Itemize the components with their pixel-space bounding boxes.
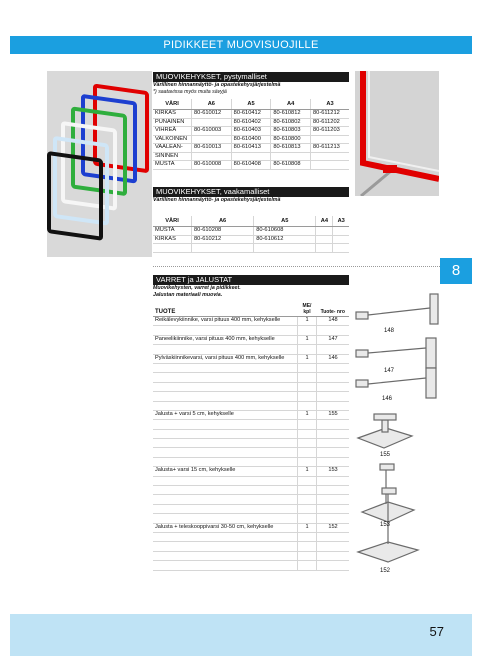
color-cell: MUSTA bbox=[153, 227, 192, 236]
table-row bbox=[153, 561, 349, 570]
unit-cell bbox=[298, 504, 317, 513]
product-number-cell: 155 bbox=[317, 410, 350, 419]
table-row bbox=[153, 457, 349, 466]
product-number-cell bbox=[317, 439, 350, 448]
product-number-cell: 152 bbox=[317, 523, 350, 532]
product-number-cell bbox=[317, 373, 350, 382]
unit-cell bbox=[298, 326, 317, 335]
code-cell bbox=[231, 152, 271, 161]
product-number-cell bbox=[317, 551, 350, 560]
table-row bbox=[153, 363, 349, 372]
column-header: VÄRI bbox=[153, 216, 192, 227]
column-header: A6 bbox=[192, 99, 232, 110]
product-number-cell bbox=[317, 326, 350, 335]
table-row bbox=[153, 551, 349, 560]
unit-cell: 1 bbox=[298, 410, 317, 419]
upright-subtitle: Värillinen hinnannäyttö- ja opastekehysjärjestelmä bbox=[153, 82, 281, 88]
table-row bbox=[153, 382, 349, 391]
code-cell bbox=[271, 152, 311, 161]
table-row bbox=[153, 523, 349, 532]
product-number-cell bbox=[317, 542, 350, 551]
code-cell: 80-610800 bbox=[271, 135, 311, 144]
page-heading: PIDIKKEET MUOVISUOJILLE bbox=[163, 39, 319, 51]
product-description-cell bbox=[153, 551, 298, 560]
unit-cell bbox=[298, 345, 317, 354]
table-row bbox=[153, 335, 349, 344]
code-cell bbox=[333, 227, 349, 236]
product-description-cell bbox=[153, 561, 298, 570]
product-number-cell: 147 bbox=[317, 335, 350, 344]
table-row bbox=[153, 110, 349, 119]
product-number-cell bbox=[317, 457, 350, 466]
product-number-cell bbox=[317, 363, 350, 372]
product-number-cell: 153 bbox=[317, 467, 350, 476]
product-description-cell bbox=[153, 448, 298, 457]
table-row bbox=[153, 495, 349, 504]
product-description-cell bbox=[153, 486, 298, 495]
product-description-cell bbox=[153, 439, 298, 448]
product-description-cell bbox=[153, 476, 298, 485]
color-cell: VIHREÄ bbox=[153, 127, 192, 136]
product-number-cell bbox=[317, 392, 350, 401]
unit-cell bbox=[298, 392, 317, 401]
unit-cell bbox=[298, 420, 317, 429]
product-description-cell bbox=[153, 392, 298, 401]
color-cell bbox=[153, 244, 192, 253]
table-row bbox=[153, 504, 349, 513]
column-header: A6 bbox=[192, 216, 254, 227]
product-description-cell: Paneelikiinnike, varsi pituus 400 mm, kehykselle bbox=[153, 335, 298, 344]
color-cell: MUSTA bbox=[153, 161, 192, 170]
table-row bbox=[153, 401, 349, 410]
unit-cell: 1 bbox=[298, 523, 317, 532]
table-row bbox=[153, 476, 349, 485]
table-row bbox=[153, 542, 349, 551]
unit-cell bbox=[298, 551, 317, 560]
product-description-cell bbox=[153, 542, 298, 551]
product-number-cell bbox=[317, 401, 350, 410]
product-number-cell bbox=[317, 382, 350, 391]
table-row bbox=[153, 514, 349, 523]
unit-cell bbox=[298, 457, 317, 466]
arms-stands-illustration bbox=[352, 290, 444, 582]
color-cell: SININEN bbox=[153, 152, 192, 161]
table-row bbox=[153, 429, 349, 438]
product-description-cell bbox=[153, 495, 298, 504]
color-cell: PUNAINEN bbox=[153, 118, 192, 127]
colored-frames-illustration bbox=[47, 71, 152, 257]
product-description-cell bbox=[153, 514, 298, 523]
column-header-product: TUOTE bbox=[153, 302, 298, 317]
product-number-cell bbox=[317, 495, 350, 504]
table-row bbox=[153, 161, 349, 170]
table-row bbox=[153, 144, 349, 153]
product-description-cell bbox=[153, 429, 298, 438]
table-row bbox=[153, 227, 349, 236]
section-title-upright: MUOVIKEHYKSET, pystymalliset bbox=[153, 72, 349, 82]
code-cell: 80-610008 bbox=[192, 161, 232, 170]
unit-cell bbox=[298, 542, 317, 551]
figure-label-153: 153 bbox=[380, 522, 391, 528]
column-header: VÄRI bbox=[153, 99, 192, 110]
table-row bbox=[153, 354, 349, 363]
arms-stands-section bbox=[153, 275, 349, 571]
arms-subtitle-1: Muovikehysten, varret ja pidikkeet. bbox=[153, 285, 241, 291]
upright-frames-section bbox=[153, 72, 349, 170]
product-rows bbox=[153, 317, 349, 571]
table-header-row bbox=[153, 302, 349, 317]
product-number-cell bbox=[317, 486, 350, 495]
column-header: A5 bbox=[231, 99, 271, 110]
code-cell: 80-610812 bbox=[271, 110, 311, 119]
product-number-cell bbox=[317, 476, 350, 485]
horizontal-subtitle: Värillinen hinnannäyttö- ja opastekehysjärjestelmä bbox=[153, 197, 281, 203]
column-header: A5 bbox=[254, 216, 316, 227]
section-title-arms: VARRET ja JALUSTAT bbox=[153, 275, 349, 285]
figure-label-147: 147 bbox=[384, 368, 395, 374]
code-cell: 80-611212 bbox=[311, 110, 349, 119]
column-header: A3 bbox=[311, 99, 349, 110]
table-row bbox=[153, 467, 349, 476]
product-description-cell bbox=[153, 401, 298, 410]
frame-corner-illustration bbox=[355, 71, 439, 196]
product-description-cell bbox=[153, 532, 298, 541]
code-cell: 80-610413 bbox=[231, 144, 271, 153]
table-row bbox=[153, 486, 349, 495]
column-header: A4 bbox=[271, 99, 311, 110]
code-cell bbox=[311, 135, 349, 144]
table-row bbox=[153, 118, 349, 127]
page-number: 57 bbox=[429, 624, 444, 639]
product-description-cell bbox=[153, 457, 298, 466]
product-description-cell bbox=[153, 382, 298, 391]
table-row bbox=[153, 235, 349, 244]
code-cell: 80-610803 bbox=[271, 127, 311, 136]
figure-label-152: 152 bbox=[380, 568, 391, 574]
table-header-row bbox=[153, 216, 349, 227]
code-cell bbox=[192, 135, 232, 144]
table-row bbox=[153, 135, 349, 144]
unit-cell bbox=[298, 429, 317, 438]
unit-cell bbox=[298, 363, 317, 372]
unit-cell bbox=[298, 373, 317, 382]
product-description-cell: Jalusta+ varsi 15 cm, kehykselle bbox=[153, 467, 298, 476]
code-cell: 80-610813 bbox=[271, 144, 311, 153]
product-description-cell: Jalusta + teleskooppivarsi 30-50 cm, kehykselle bbox=[153, 523, 298, 532]
code-cell bbox=[333, 235, 349, 244]
code-cell bbox=[192, 118, 232, 127]
column-header: A4 bbox=[316, 216, 333, 227]
column-header: A3 bbox=[333, 216, 349, 227]
product-number-cell: 148 bbox=[317, 317, 350, 326]
code-cell: 80-610412 bbox=[231, 110, 271, 119]
code-cell: 80-611202 bbox=[311, 118, 349, 127]
unit-cell bbox=[298, 486, 317, 495]
product-number-cell bbox=[317, 561, 350, 570]
table-row bbox=[153, 317, 349, 326]
table-row bbox=[153, 532, 349, 541]
code-cell: 80-610802 bbox=[271, 118, 311, 127]
upright-note: *) saatavissa myös muita sävyjä bbox=[153, 89, 227, 95]
section-title-horizontal: MUOVIKEHYKSET, vaakamalliset bbox=[153, 187, 349, 197]
code-cell: 80-611213 bbox=[311, 144, 349, 153]
product-description-cell: Jalusta + varsi 5 cm, kehykselle bbox=[153, 410, 298, 419]
upright-code-table bbox=[153, 99, 349, 170]
unit-cell bbox=[298, 382, 317, 391]
unit-cell bbox=[298, 448, 317, 457]
code-cell: 80-610808 bbox=[271, 161, 311, 170]
color-cell: KIRKAS bbox=[153, 110, 192, 119]
code-cell bbox=[311, 161, 349, 170]
product-number-cell bbox=[317, 448, 350, 457]
arms-subtitle-2: Jalustan materiaali muovia. bbox=[153, 292, 223, 298]
product-description-cell bbox=[153, 373, 298, 382]
chapter-tab: 8 bbox=[440, 258, 472, 284]
code-cell: 80-610208 bbox=[192, 227, 254, 236]
unit-cell bbox=[298, 561, 317, 570]
code-cell bbox=[333, 244, 349, 253]
code-cell: 80-610408 bbox=[231, 161, 271, 170]
unit-cell: 1 bbox=[298, 354, 317, 363]
frames-photo bbox=[47, 71, 152, 257]
code-cell: 80-610402 bbox=[231, 118, 271, 127]
product-description-cell bbox=[153, 363, 298, 372]
code-cell bbox=[316, 235, 333, 244]
product-description-cell: Pylväskiinnikevarsi, varsi pituus 400 mm, kehykselle bbox=[153, 354, 298, 363]
arms-figures bbox=[352, 290, 444, 582]
product-number-cell bbox=[317, 532, 350, 541]
code-cell bbox=[192, 244, 254, 253]
color-cell: VAALEAN- bbox=[153, 144, 192, 153]
product-description-cell bbox=[153, 504, 298, 513]
table-row bbox=[153, 410, 349, 419]
table-row bbox=[153, 373, 349, 382]
unit-cell: 1 bbox=[298, 317, 317, 326]
horizontal-frames-section bbox=[153, 187, 349, 253]
table-row bbox=[153, 152, 349, 161]
table-row bbox=[153, 448, 349, 457]
color-cell: KIRKAS bbox=[153, 235, 192, 244]
table-row bbox=[153, 420, 349, 429]
unit-cell: 1 bbox=[298, 467, 317, 476]
footer-bar bbox=[10, 614, 472, 656]
code-cell bbox=[254, 244, 316, 253]
code-cell: 80-610013 bbox=[192, 144, 232, 153]
code-cell: 80-611203 bbox=[311, 127, 349, 136]
code-cell: 80-610608 bbox=[254, 227, 316, 236]
table-row bbox=[153, 127, 349, 136]
figure-label-155: 155 bbox=[380, 452, 391, 458]
code-cell bbox=[316, 227, 333, 236]
code-cell bbox=[311, 152, 349, 161]
product-description-cell bbox=[153, 345, 298, 354]
code-cell bbox=[316, 244, 333, 253]
color-cell: VALKOINEN bbox=[153, 135, 192, 144]
product-description-cell bbox=[153, 326, 298, 335]
product-table bbox=[153, 302, 349, 571]
table-row bbox=[153, 326, 349, 335]
table-header-row bbox=[153, 99, 349, 110]
table-row bbox=[153, 345, 349, 354]
frame-detail-photo bbox=[355, 71, 439, 196]
product-description-cell bbox=[153, 420, 298, 429]
code-cell: 80-610012 bbox=[192, 110, 232, 119]
product-number-cell bbox=[317, 504, 350, 513]
figure-label-146: 146 bbox=[382, 396, 393, 402]
product-number-cell bbox=[317, 420, 350, 429]
product-number-cell: 146 bbox=[317, 354, 350, 363]
horizontal-code-table bbox=[153, 216, 349, 253]
table-row bbox=[153, 392, 349, 401]
section-header-bar bbox=[10, 36, 472, 54]
product-number-cell bbox=[317, 514, 350, 523]
unit-cell bbox=[298, 514, 317, 523]
table-row bbox=[153, 244, 349, 253]
unit-cell bbox=[298, 401, 317, 410]
code-cell: 80-610212 bbox=[192, 235, 254, 244]
code-cell bbox=[192, 152, 232, 161]
product-number-cell bbox=[317, 345, 350, 354]
code-cell: 80-610612 bbox=[254, 235, 316, 244]
table-row bbox=[153, 439, 349, 448]
unit-cell bbox=[298, 476, 317, 485]
column-header-number: Tuote- nro bbox=[317, 302, 350, 317]
product-description-cell: Reikälevykiinnike, varsi pituus 400 mm, kehykselle bbox=[153, 317, 298, 326]
section-divider bbox=[153, 266, 440, 267]
code-cell: 80-610403 bbox=[231, 127, 271, 136]
product-number-cell bbox=[317, 429, 350, 438]
figure-label-148: 148 bbox=[384, 328, 395, 334]
unit-cell bbox=[298, 495, 317, 504]
unit-cell bbox=[298, 532, 317, 541]
code-cell: 80-610003 bbox=[192, 127, 232, 136]
unit-cell bbox=[298, 439, 317, 448]
column-header-unit: ME/ kpl bbox=[298, 302, 317, 317]
code-cell: 80-610400 bbox=[231, 135, 271, 144]
unit-cell: 1 bbox=[298, 335, 317, 344]
